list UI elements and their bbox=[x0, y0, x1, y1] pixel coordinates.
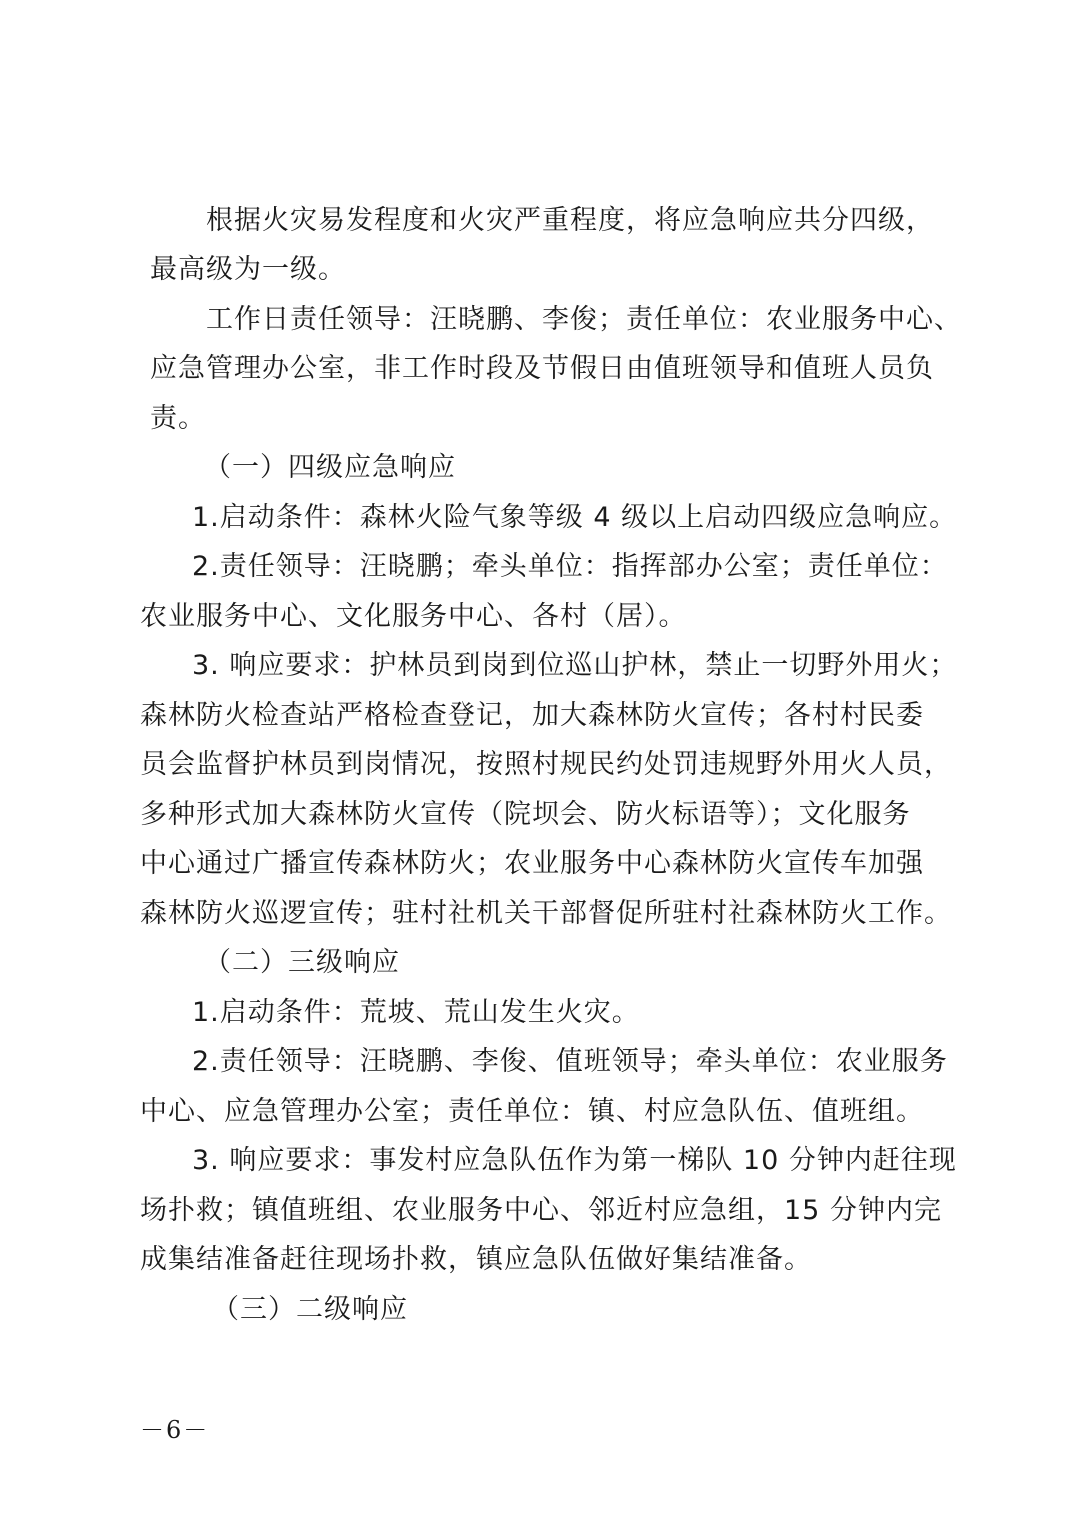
text-line: 2.责任领导：汪晓鹏、李俊、值班领导；牵头单位：农业服务 bbox=[192, 1046, 948, 1077]
text-line: 1.启动条件：森林火险气象等级 4 级以上启动四级应急响应。 bbox=[192, 502, 958, 533]
section-heading: （一）四级应急响应 bbox=[204, 452, 456, 483]
page-number: －6－ bbox=[140, 1416, 210, 1444]
text-line: 1.启动条件：荒坡、荒山发生火灾。 bbox=[192, 997, 640, 1028]
section-heading: （三）二级响应 bbox=[212, 1294, 408, 1325]
text-line: 森林防火检查站严格检查登记，加大森林防火宣传；各村村民委 bbox=[140, 700, 924, 731]
text-line: 最高级为一级。 bbox=[150, 254, 346, 285]
text-line: 3. 响应要求：事发村应急队伍作为第一梯队 10 分钟内赶往现 bbox=[192, 1145, 957, 1176]
text-line: 根据火灾易发程度和火灾严重程度，将应急响应共分四级， bbox=[206, 205, 934, 236]
text-line: 成集结准备赶往现场扑救，镇应急队伍做好集结准备。 bbox=[140, 1244, 812, 1275]
text-line: 中心、应急管理办公室；责任单位：镇、村应急队伍、值班组。 bbox=[140, 1096, 924, 1127]
text-line: 森林防火巡逻宣传；驻村社机关干部督促所驻村社森林防火工作。 bbox=[140, 898, 952, 929]
text-line: 工作日责任领导：汪晓鹏、李俊；责任单位：农业服务中心、 bbox=[206, 304, 962, 335]
text-line: 责。 bbox=[150, 403, 206, 434]
text-line: 2.责任领导：汪晓鹏；牵头单位：指挥部办公室；责任单位： bbox=[192, 551, 948, 582]
text-line: 中心通过广播宣传森林防火；农业服务中心森林防火宣传车加强 bbox=[140, 848, 924, 879]
text-line: 员会监督护林员到岗情况，按照村规民约处罚违规野外用火人员， bbox=[140, 749, 952, 780]
text-line: 应急管理办公室，非工作时段及节假日由值班领导和值班人员负 bbox=[150, 353, 934, 384]
text-line: 多种形式加大森林防火宣传（院坝会、防火标语等）；文化服务 bbox=[140, 799, 911, 830]
text-line: 农业服务中心、文化服务中心、各村（居）。 bbox=[140, 601, 687, 632]
text-line: 3. 响应要求：护林员到岗到位巡山护林，禁止一切野外用火； bbox=[192, 650, 958, 681]
text-line: 场扑救；镇值班组、农业服务中心、邻近村应急组，15 分钟内完 bbox=[140, 1195, 942, 1226]
section-heading: （二）三级响应 bbox=[204, 947, 400, 978]
